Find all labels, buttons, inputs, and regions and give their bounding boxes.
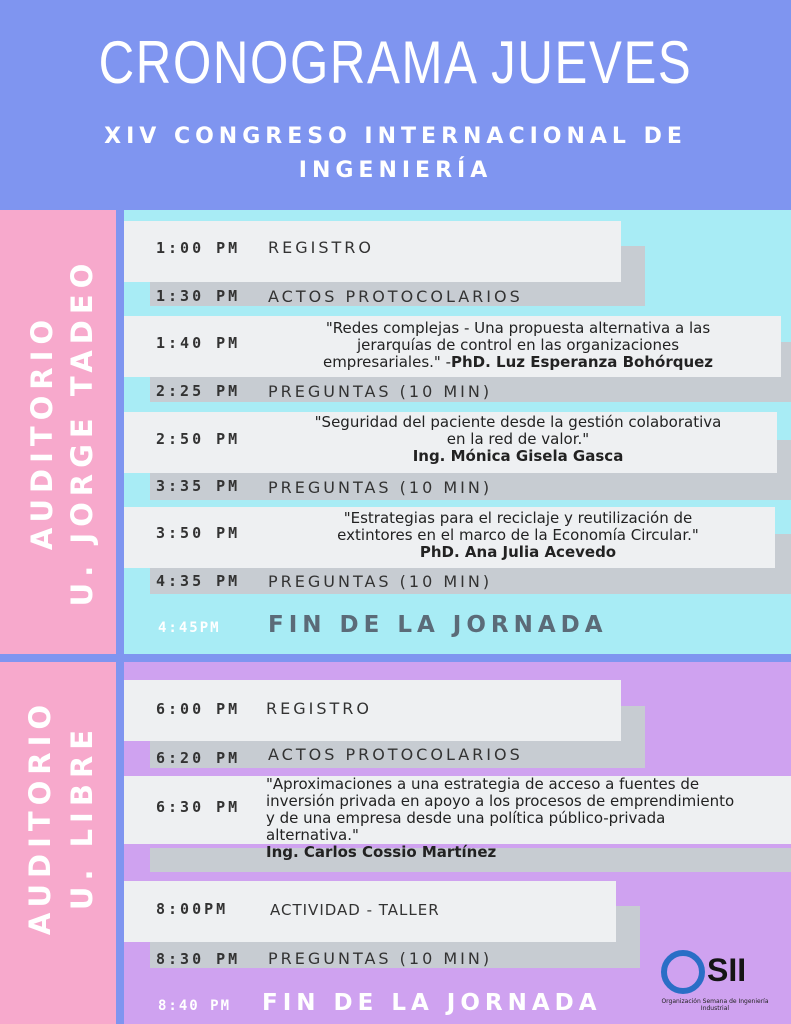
logo-text: SII: [707, 952, 747, 988]
end-of-day-label: FIN DE LA JORNADA: [268, 612, 608, 638]
activity-label: PREGUNTAS (10 MIN): [268, 382, 493, 401]
talk-line: y de una empresa desde una política público-privada: [266, 809, 666, 827]
page-title: CRONOGRAMA JUEVES: [98, 29, 693, 96]
time-slot: 8:30 PM: [156, 950, 241, 968]
talk-line: "Estrategias para el reciclaje y reutilización de: [343, 509, 693, 527]
talk-line: [262, 354, 774, 371]
sii-logo: [655, 946, 775, 1010]
activity-label: PREGUNTAS (10 MIN): [268, 949, 493, 968]
talk-line: en la red de valor.": [446, 430, 590, 448]
talk-line: extintores en el marco de la Economía Circular.": [337, 526, 699, 544]
activity-label: REGISTRO: [266, 699, 372, 718]
time-slot: 6:20 PM: [156, 749, 241, 767]
talk-description: [262, 414, 774, 465]
sidebar-auditorium-1: [0, 210, 116, 654]
talk-line: alternativa.": [266, 826, 359, 844]
logo-caption: Organización Semana de Ingeniería Industrial: [661, 998, 769, 1012]
talk-line: "Seguridad del paciente desde la gestión colaborativa: [314, 413, 722, 431]
activity-label: ACTOS PROTOCOLARIOS: [268, 745, 523, 764]
end-time: 4:45PM: [158, 620, 221, 636]
time-slot: 1:00 PM: [156, 239, 241, 257]
activity-label: PREGUNTAS (10 MIN): [268, 572, 493, 591]
page-subtitle: [0, 120, 791, 188]
auditorium-1-label-line-2: U. JORGE TADEO: [65, 257, 99, 607]
time-slot: 2:25 PM: [156, 382, 241, 400]
talk-line: jerarquías de control en las organizaciones: [356, 336, 680, 354]
activity-label: PREGUNTAS (10 MIN): [268, 478, 493, 497]
subtitle-line-1: XIV CONGRESO INTERNACIONAL DE: [104, 124, 687, 149]
time-slot: 6:30 PM: [156, 798, 241, 816]
activity-label: REGISTRO: [268, 238, 374, 257]
speaker-name: PhD. Luz Esperanza Bohórquez: [451, 353, 714, 371]
time-slot: 3:35 PM: [156, 477, 241, 495]
time-slot: 4:35 PM: [156, 572, 241, 590]
talk-description: [262, 320, 774, 371]
talk-line: "Aproximaciones a una estrategia de acceso a fuentes de: [266, 775, 700, 793]
activity-label: ACTIVIDAD - TALLER: [270, 901, 440, 919]
end-of-day-label: FIN DE LA JORNADA: [262, 990, 602, 1016]
talk-line-text: empresariales." -: [322, 353, 451, 371]
logo-circle-icon: [661, 950, 705, 994]
speaker-name: Ing. Mónica Gisela Gasca: [412, 447, 624, 465]
header: [0, 0, 791, 210]
activity-label: ACTOS PROTOCOLARIOS: [268, 287, 523, 306]
talk-description: [262, 510, 774, 561]
end-time: 8:40 PM: [158, 998, 232, 1014]
subtitle-line-2: INGENIERÍA: [298, 158, 493, 183]
time-slot: 8:00PM: [156, 900, 229, 918]
auditorium-2-label-line-1: AUDITORIO: [23, 698, 57, 936]
talk-line: "Redes complejas - Una propuesta alternativa a las: [325, 319, 711, 337]
talk-line: inversión privada en apoyo a los procesos de emprendimiento: [266, 792, 735, 810]
speaker-name: PhD. Ana Julia Acevedo: [419, 543, 617, 561]
speaker-name: Ing. Carlos Cossio Martínez: [266, 843, 497, 861]
time-slot: 2:50 PM: [156, 430, 241, 448]
talk-description: [266, 776, 786, 861]
time-slot: 3:50 PM: [156, 524, 241, 542]
panel-gap: [124, 654, 791, 662]
time-slot: 6:00 PM: [156, 700, 241, 718]
auditorium-2-label-line-2: U. LIBRE: [65, 723, 99, 911]
time-slot: 1:30 PM: [156, 287, 241, 305]
auditorium-1-label-line-1: AUDITORIO: [25, 313, 59, 551]
time-slot: 1:40 PM: [156, 334, 241, 352]
sidebar-auditorium-2: [0, 662, 116, 1024]
divider-stripe: [116, 210, 124, 654]
divider-stripe: [116, 662, 124, 1024]
